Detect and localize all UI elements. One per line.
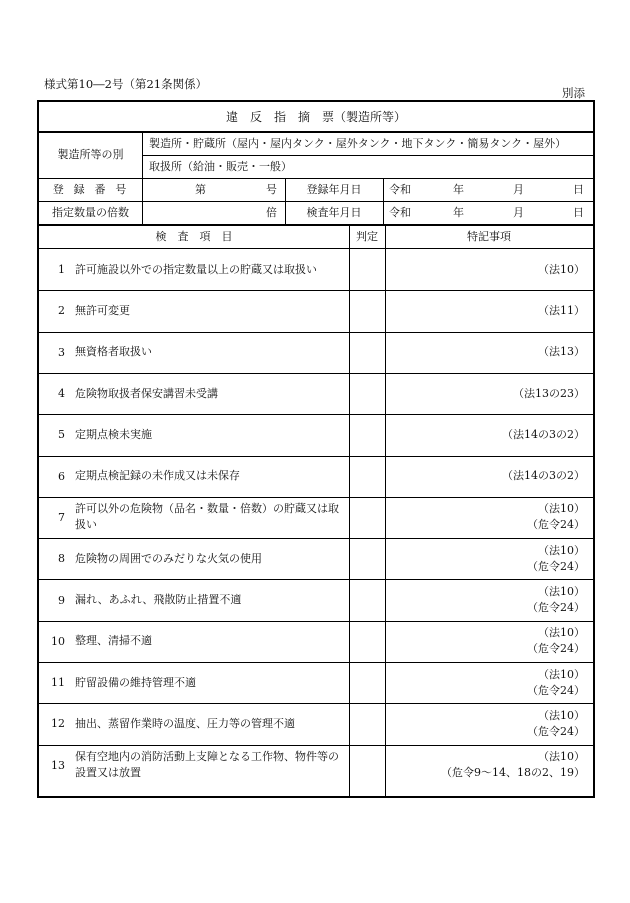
designated-quantity-label: 指定数量の倍数 bbox=[52, 206, 129, 219]
item-note-law: （法10） bbox=[538, 543, 585, 557]
inspection-items-header: 検 査 項 目 bbox=[155, 230, 233, 243]
item-number: 11 bbox=[51, 676, 65, 690]
item-note-ordinance: （危令24） bbox=[527, 518, 585, 532]
item-number: 9 bbox=[58, 593, 65, 607]
item-note-ordinance: （危令24） bbox=[527, 601, 585, 615]
item-note bbox=[385, 332, 585, 373]
item-note bbox=[385, 621, 585, 662]
item-text: 許可施設以外での指定数量以上の貯蔵又は取扱い bbox=[75, 262, 317, 276]
item-note-law: （法10） bbox=[538, 626, 585, 640]
inspection-item-row bbox=[39, 414, 349, 455]
inspection-era: 令和 bbox=[389, 206, 411, 219]
inspection-year: 年 bbox=[453, 206, 464, 219]
item-note-law: （法13の23） bbox=[513, 386, 585, 400]
registration-date-label: 登録年月日 bbox=[306, 183, 362, 196]
item-text: 漏れ、あふれ、飛散防止措置不適 bbox=[75, 593, 242, 607]
registration-day: 日 bbox=[573, 183, 584, 196]
inspection-item-row bbox=[39, 703, 349, 744]
violation-form-table bbox=[37, 100, 595, 798]
inspection-item-row bbox=[39, 745, 349, 786]
item-note-ordinance: （危令24） bbox=[527, 683, 585, 697]
inspection-day: 日 bbox=[573, 206, 584, 219]
inspection-item-row bbox=[39, 497, 349, 538]
item-note bbox=[385, 579, 585, 620]
item-note bbox=[385, 414, 585, 455]
item-note bbox=[385, 373, 585, 414]
item-note-ordinance: （危令24） bbox=[527, 642, 585, 656]
registration-number-label: 登録番号 bbox=[52, 183, 137, 196]
item-number: 1 bbox=[58, 263, 65, 277]
item-note-ordinance: （危令9～14、18の2、19） bbox=[441, 766, 585, 780]
judgement-header: 判定 bbox=[356, 230, 378, 243]
item-note-law: （法14の3の2） bbox=[502, 469, 585, 483]
item-number: 4 bbox=[58, 387, 65, 401]
item-number: 13 bbox=[51, 758, 65, 772]
form-title: 違 反 指 摘 票（製造所等） bbox=[225, 110, 406, 124]
item-note bbox=[385, 249, 585, 290]
item-note bbox=[385, 703, 585, 744]
item-number: 2 bbox=[58, 304, 65, 318]
inspection-item-row bbox=[39, 373, 349, 414]
form-number: 様式第10―2号（第21条関係） bbox=[44, 77, 208, 91]
registration-month: 月 bbox=[513, 183, 524, 196]
quantity-unit: 倍 bbox=[266, 206, 277, 219]
item-note-law: （法11） bbox=[538, 303, 585, 317]
item-note-ordinance: （危令24） bbox=[527, 724, 585, 738]
inspection-item-row bbox=[39, 249, 349, 290]
registration-dai: 第 bbox=[195, 183, 206, 196]
item-number: 10 bbox=[51, 634, 65, 648]
facility-type-line1: 製造所・貯蔵所（屋内・屋内タンク・屋外タンク・地下タンク・簡易タンク・屋外） bbox=[149, 137, 567, 150]
item-text: 定期点検未実施 bbox=[75, 427, 152, 441]
item-number: 7 bbox=[58, 510, 65, 524]
facility-type-label: 製造所等の別 bbox=[57, 148, 124, 161]
inspection-date-label: 検査年月日 bbox=[306, 206, 362, 219]
item-note-law: （法14の3の2） bbox=[502, 427, 585, 441]
divider bbox=[349, 226, 350, 796]
item-note bbox=[385, 662, 585, 703]
inspection-item-row bbox=[39, 290, 349, 331]
item-note-law: （法10） bbox=[538, 585, 585, 599]
item-note bbox=[385, 290, 585, 331]
inspection-item-row bbox=[39, 621, 349, 662]
item-note-law: （法10） bbox=[538, 667, 585, 681]
facility-type-line2: 取扱所（給油・販売・一般） bbox=[149, 160, 292, 173]
inspection-month: 月 bbox=[513, 206, 524, 219]
inspection-item-row bbox=[39, 456, 349, 497]
inspection-item-row bbox=[39, 662, 349, 703]
item-text: 許可以外の危険物（品名・数量・倍数）の貯蔵又は取扱い bbox=[75, 502, 339, 532]
inspection-item-row bbox=[39, 332, 349, 373]
item-note-law: （法10） bbox=[538, 502, 585, 516]
item-number: 6 bbox=[58, 469, 65, 483]
item-note-law: （法10） bbox=[538, 708, 585, 722]
attachment-label: 別添 bbox=[562, 86, 585, 100]
item-note-law: （法13） bbox=[538, 345, 585, 359]
registration-era: 令和 bbox=[389, 183, 411, 196]
item-number: 8 bbox=[58, 552, 65, 566]
item-note-ordinance: （危令24） bbox=[527, 559, 585, 573]
item-note bbox=[385, 538, 585, 579]
registration-year: 年 bbox=[453, 183, 464, 196]
item-text: 保有空地内の消防活動上支障となる工作物、物件等の設置又は放置 bbox=[75, 750, 339, 780]
inspection-item-row bbox=[39, 538, 349, 579]
item-number: 3 bbox=[58, 345, 65, 359]
notes-header: 特記事項 bbox=[467, 230, 511, 243]
item-number: 12 bbox=[51, 717, 65, 731]
item-note bbox=[385, 745, 585, 786]
item-note-law: （法10） bbox=[538, 262, 585, 276]
item-text: 危険物取扱者保安講習未受講 bbox=[75, 386, 218, 400]
item-text: 無許可変更 bbox=[75, 303, 130, 317]
item-text: 危険物の周囲でのみだりな火気の使用 bbox=[75, 551, 262, 565]
item-text: 抽出、蒸留作業時の温度、圧力等の管理不適 bbox=[75, 716, 295, 730]
inspection-item-row bbox=[39, 579, 349, 620]
item-text: 貯留設備の維持管理不適 bbox=[75, 675, 196, 689]
item-text: 定期点検記録の未作成又は未保存 bbox=[75, 469, 240, 483]
item-note-law: （法10） bbox=[538, 750, 585, 764]
registration-go: 号 bbox=[266, 183, 277, 196]
item-text: 整理、清掃不適 bbox=[75, 634, 152, 648]
item-number: 5 bbox=[58, 428, 65, 442]
item-text: 無資格者取扱い bbox=[75, 345, 152, 359]
item-note bbox=[385, 456, 585, 497]
item-note bbox=[385, 497, 585, 538]
